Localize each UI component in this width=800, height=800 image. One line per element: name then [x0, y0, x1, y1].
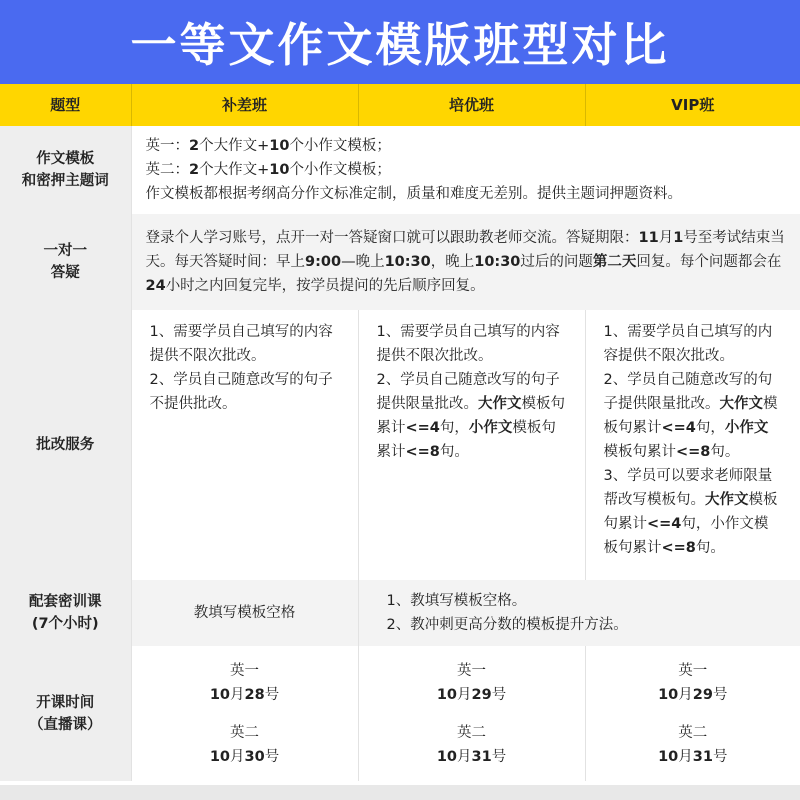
template-line-english1: 英一：2个大作文+10个小作文模板；	[145, 138, 391, 154]
grading-remedial: 1、需要学员自己填写的内容提供不限次批改。 2、学员自己随意改写的句子不提供批改。	[131, 310, 358, 580]
table-row-schedule	[0, 646, 800, 781]
course-remedial: 教填写模板空格	[131, 580, 358, 646]
table-row-course	[0, 580, 800, 646]
template-line-english2: 英二：2个大作文+10个小作文模板；	[145, 162, 391, 178]
header-remedial-class: 补差班	[131, 84, 358, 126]
header-type: 题型	[0, 84, 131, 126]
row-label-qa: 一对一 答疑	[0, 214, 131, 310]
page-title: 一等文作文模版班型对比	[130, 18, 670, 72]
table-row-qa	[0, 214, 800, 310]
course-advanced-vip: 1、教填写模板空格。 2、教冲刺更高分数的模板提升方法。	[358, 580, 800, 646]
comparison-table	[0, 84, 800, 781]
schedule-vip: 英一 10月29号 英二 10月31号	[585, 646, 800, 781]
header-advanced-class: 培优班	[358, 84, 585, 126]
row-label-schedule: 开课时间 （直播课）	[0, 646, 131, 781]
row-label-template: 作文模板 和密押主题词	[0, 126, 131, 214]
qa-content: 登录个人学习账号，点开一对一答疑窗口就可以跟助教老师交流。答疑期限：11月1号至考试结束当天。每天答疑时间：早上9:00—晚上10:30，晚上10:30过后的问题第二天回复。每个问题都会在24小时之内回复完毕，按学员提问的先后顺序回复。	[131, 214, 800, 310]
schedule-advanced: 英一 10月29号 英二 10月31号	[358, 646, 585, 781]
row-label-course: 配套密训课 (7个小时)	[0, 580, 131, 646]
template-line-note: 作文模板都根据考纲高分作文标准定制，质量和难度无差别。提供主题词押题资料。	[145, 186, 682, 202]
grading-vip: 1、需要学员自己填写的内容提供不限次批改。 2、学员自己随意改写的句子提供限量批改。大作文模板句累计<=4句，小作文模板句累计<=8句。 3、学员可以要求老师限量帮改写模板句。大作文模板句累计<=4句，小作文模板句累计<=8句。	[585, 310, 800, 580]
schedule-remedial: 英一 10月28号 英二 10月30号	[131, 646, 358, 781]
template-content	[131, 126, 800, 214]
row-label-grading: 批改服务	[0, 310, 131, 580]
header-vip-class: VIP班	[585, 84, 800, 126]
table-row-grading	[0, 310, 800, 580]
table-row-template	[0, 126, 800, 214]
footer-strip	[0, 785, 800, 800]
table-header-row	[0, 84, 800, 126]
grading-advanced: 1、需要学员自己填写的内容提供不限次批改。 2、学员自己随意改写的句子提供限量批改。大作文模板句累计<=4句，小作文模板句累计<=8句。	[358, 310, 585, 580]
title-bar	[0, 0, 800, 84]
